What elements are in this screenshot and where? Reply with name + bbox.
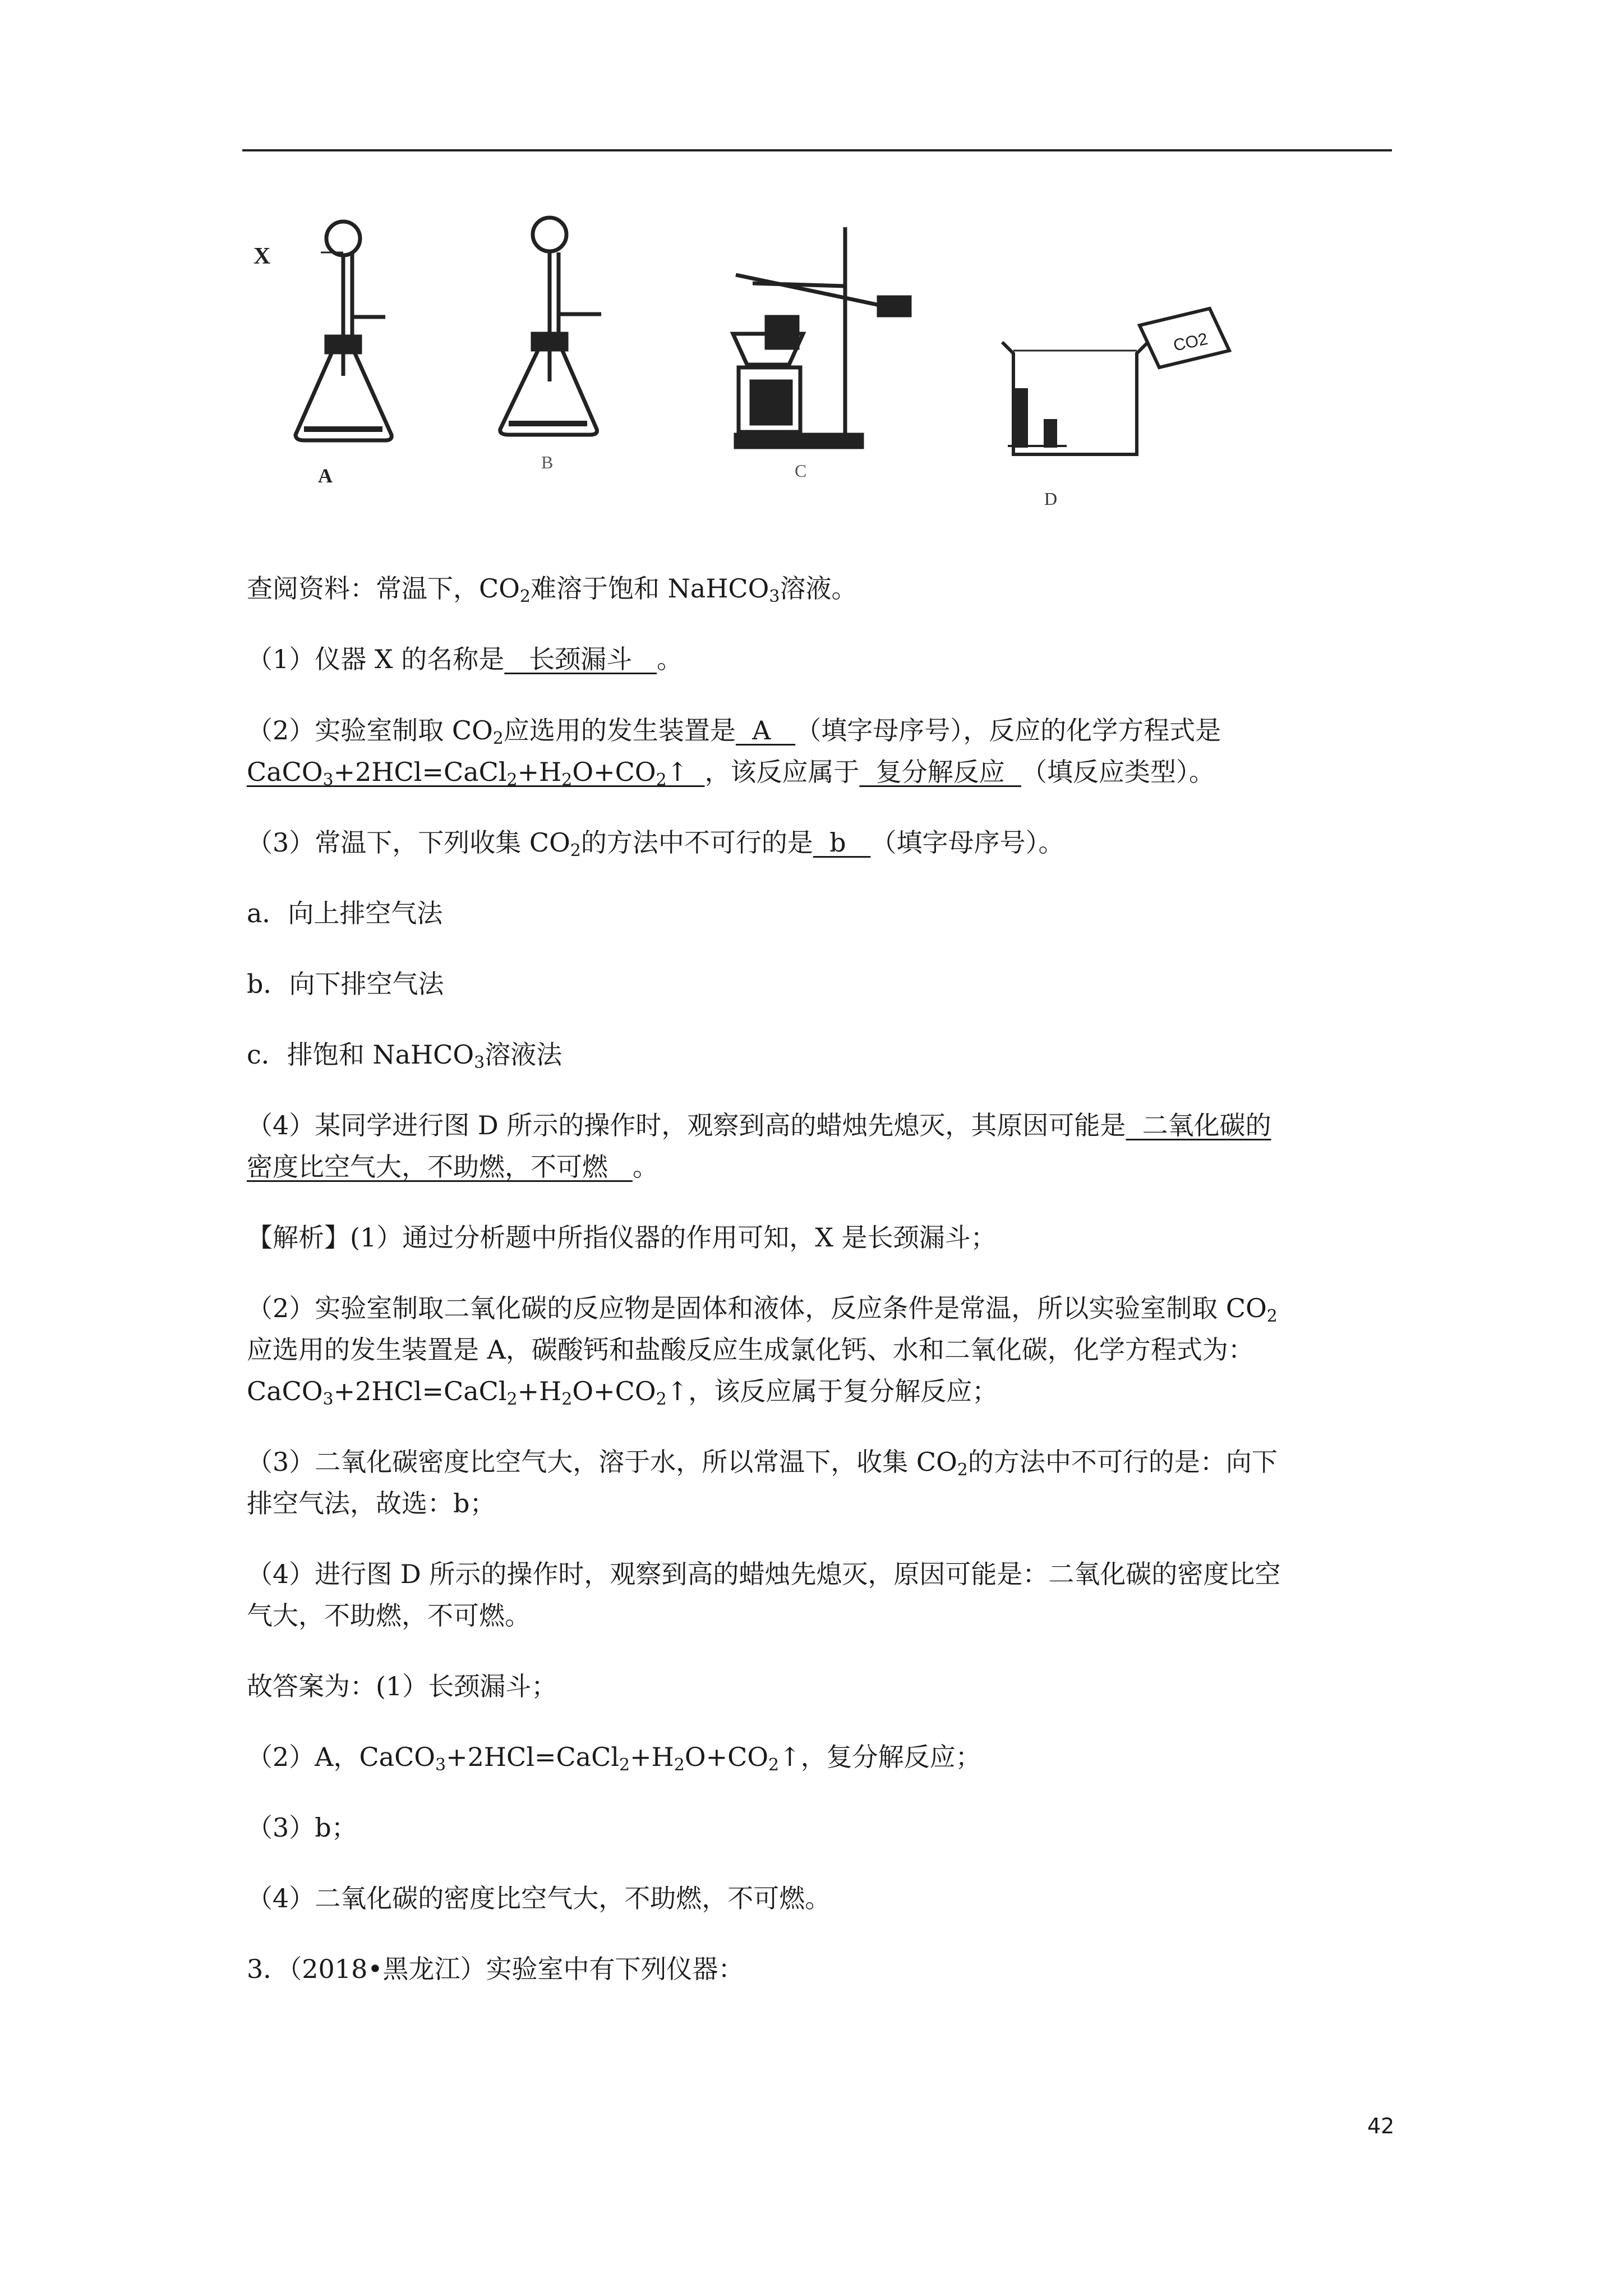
label-d: D (1044, 489, 1058, 509)
label-x: X (253, 243, 271, 269)
analysis-4-line-2: 气大，不助燃，不可燃。 (247, 1600, 531, 1631)
apparatus-b (500, 218, 601, 435)
analysis-2-line-1: （2）实验室制取二氧化碳的反应物是固体和液体，反应条件是常温，所以实验室制取 $CO_2$ (247, 1293, 1278, 1326)
apparatus-c (733, 227, 910, 447)
analysis-2-line-2: 应选用的发生装置是 A，碳酸钙和盐酸反应生成氯化钙、水和二氧化碳，化学方程式为： (247, 1335, 1254, 1365)
answer-blank-1: 长颈漏斗 (504, 644, 657, 674)
option-b: b．向下排空气法 (247, 969, 444, 999)
answer-heading: 故答案为：(1）长颈漏斗； (247, 1671, 557, 1701)
label-co2: CO2 (1172, 329, 1210, 355)
answer-blank-4b: 密度比空气大，不助燃，不可燃 (247, 1152, 633, 1182)
question-3: （3）常温下，下列收集 $CO_2$的方法中不可行的是 b （填字母序号）。 (247, 827, 1064, 861)
answer-blank-2a: A (735, 715, 796, 746)
answer-equation-blank: $CaCO_3+2HCl=CaCl_2+H_2O+CO_2↑$ (247, 757, 705, 790)
analysis-4-line-1: （4）进行图 D 所示的操作时，观察到高的蜡烛先熄灭，原因可能是：二氧化碳的密度比空 (247, 1559, 1281, 1589)
question-2-line-1: （2）实验室制取 $CO_2$应选用的发生装置是 A （填字母序号），反应的化学方程式是 (247, 715, 1221, 748)
question-4-line-1: （4）某同学进行图 D 所示的操作时，观察到高的蜡烛先熄灭，其原因可能是 二氧化碳的 (247, 1110, 1271, 1140)
next-question: 3．（2018•黑龙江）实验室中有下列仪器： (247, 1954, 744, 1984)
label-a: A (318, 464, 333, 487)
answer-4: （4）二氧化碳的密度比空气大，不助燃，不可燃。 (247, 1883, 831, 1913)
answer-blank-4a: 二氧化碳的 (1126, 1110, 1271, 1140)
analysis-2-line-3: $CaCO_3+2HCl=CaCl_2+H_2O+CO_2↑$，该反应属于复分解反应； (247, 1376, 998, 1409)
apparatus-a (296, 222, 391, 440)
option-a: a．向上排空气法 (247, 898, 443, 928)
answer-3: （3）b； (247, 1812, 357, 1843)
apparatus-figure (242, 213, 1336, 527)
reference-note: 查阅资料：常温下，$CO_2$难溶于饱和 NaHCO$_3$溶液。 (247, 573, 857, 606)
apparatus-d (1002, 309, 1229, 454)
page-number: 42 (1367, 2114, 1395, 2138)
question-1: （1）仪器 X 的名称是 长颈漏斗 。 (247, 644, 683, 674)
label-c: C (795, 461, 807, 481)
answer-blank-3: b (813, 827, 871, 858)
option-c: c．排饱和 NaHCO$_3$溶液法 (247, 1039, 562, 1073)
answer-blank-2b: 复分解反应 (859, 757, 1021, 787)
analysis-1: 【解析】(1）通过分析题中所指仪器的作用可知，X 是长颈漏斗； (247, 1222, 997, 1253)
analysis-3-line-2: 排空气法，故选：b； (247, 1488, 496, 1519)
question-4-line-2: 密度比空气大，不助燃，不可燃 。 (247, 1152, 658, 1182)
label-b: B (541, 452, 554, 472)
header-rule (242, 149, 1392, 151)
answer-2: （2）A，$CaCO_3+2HCl=CaCl_2+H_2O+CO_2↑$，复分解反应； (247, 1742, 981, 1775)
question-2-line-2: $CaCO_3+2HCl=CaCl_2+H_2O+CO_2↑$ ，该反应属于 复分解反应 （填反应类型）。 (247, 757, 1215, 790)
analysis-3-line-1: （3）二氧化碳密度比空气大，溶于水，所以常温下，收集 $CO_2$的方法中不可行的是：向下 (247, 1447, 1278, 1480)
